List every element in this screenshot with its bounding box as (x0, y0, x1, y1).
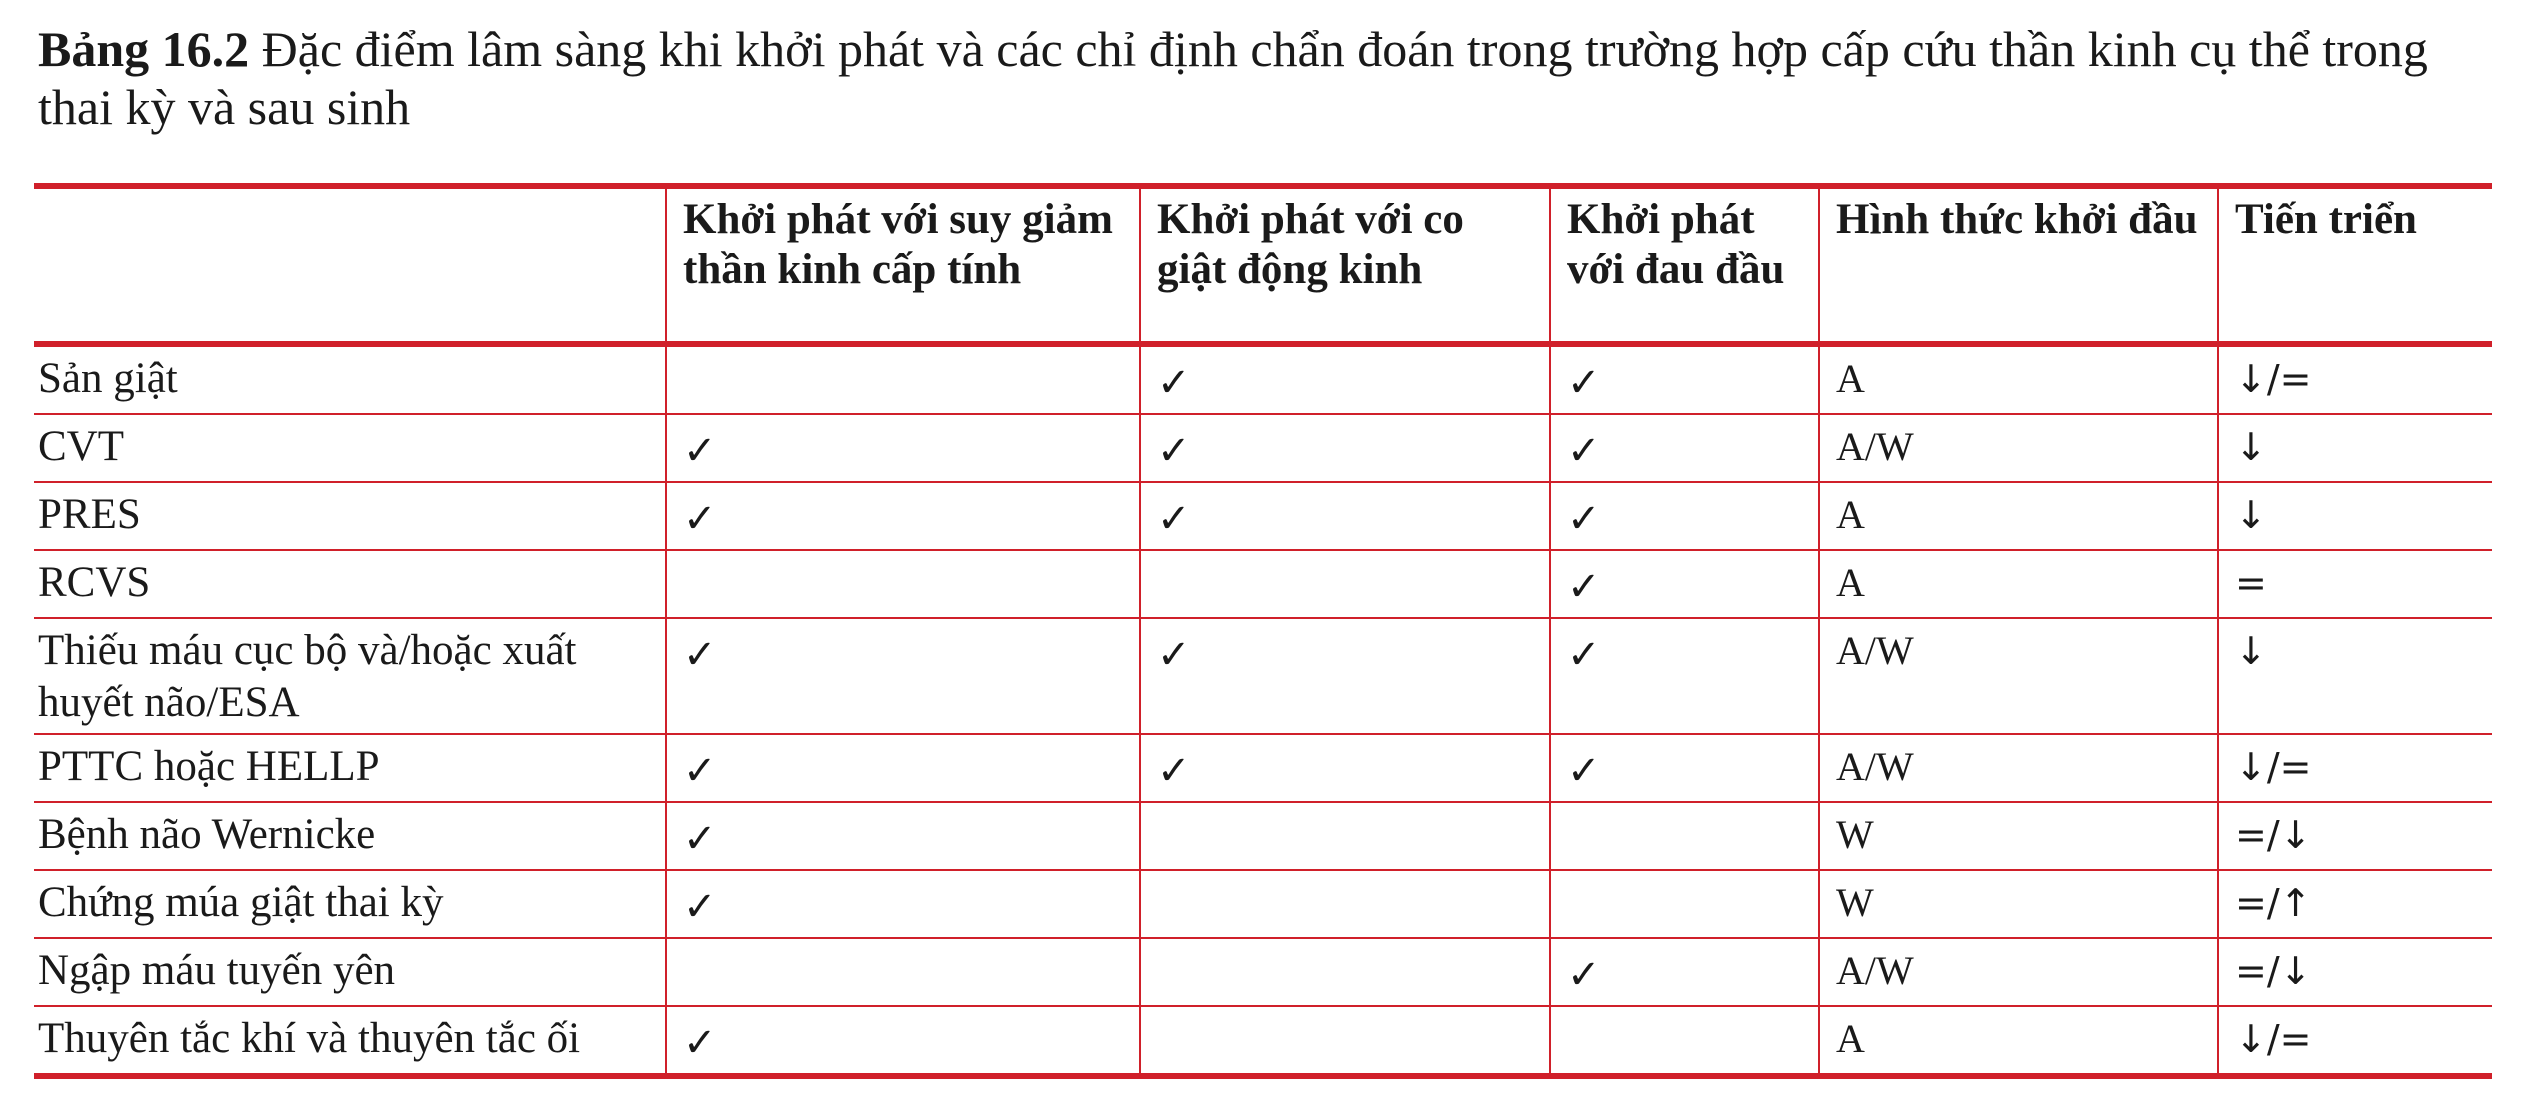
onset-value: W (1836, 880, 1874, 925)
check-acute-neuro-deficit (666, 870, 1140, 938)
condition-name: CVT (38, 423, 124, 470)
check-mark-icon: ✓ (683, 428, 717, 474)
condition-name: Thuyên tắc khí và thuyên tắc ối (38, 1015, 581, 1062)
check-mark-icon: ✓ (683, 748, 717, 794)
table-header (34, 186, 2492, 344)
check-headache-onset (1550, 482, 1819, 550)
condition-name: Sản giật (38, 355, 178, 402)
check-mark-icon: ✓ (683, 632, 717, 678)
row-label (34, 1006, 666, 1076)
clinical-features-table (34, 183, 2492, 1079)
table-number: Bảng 16.2 (38, 21, 250, 77)
check-acute-neuro-deficit (666, 550, 1140, 618)
row-label (34, 734, 666, 802)
check-seizure-onset (1140, 344, 1550, 414)
check-headache-onset (1550, 938, 1819, 1006)
check-mark-icon: ✓ (683, 496, 717, 542)
check-seizure-onset (1140, 938, 1550, 1006)
check-mark-icon: ✓ (1157, 748, 1191, 794)
progression-value: =/↓ (2235, 949, 2312, 993)
check-mark-icon: ✓ (1567, 748, 1601, 794)
row-label (34, 618, 666, 734)
check-acute-neuro-deficit (666, 414, 1140, 482)
progression-value: =/↑ (2235, 881, 2312, 925)
onset-type-cell (1819, 1006, 2218, 1076)
row-label (34, 870, 666, 938)
condition-name: Thiếu máu cục bộ và/hoặc xuất huyết não/ESA (38, 627, 577, 726)
table-row (34, 482, 2492, 550)
table-row (34, 870, 2492, 938)
onset-type-cell (1819, 482, 2218, 550)
check-headache-onset (1550, 734, 1819, 802)
onset-value: W (1836, 812, 1874, 857)
table-row (34, 734, 2492, 802)
progression-value: ↓/= (2235, 357, 2312, 401)
onset-value: A (1836, 560, 1865, 605)
table-row (34, 802, 2492, 870)
onset-value: A/W (1836, 424, 1914, 469)
check-acute-neuro-deficit (666, 482, 1140, 550)
check-acute-neuro-deficit (666, 734, 1140, 802)
check-mark-icon: ✓ (1567, 564, 1601, 610)
check-acute-neuro-deficit (666, 938, 1140, 1006)
check-headache-onset (1550, 870, 1819, 938)
check-mark-icon: ✓ (1157, 360, 1191, 406)
onset-value: A/W (1836, 744, 1914, 789)
check-mark-icon: ✓ (1157, 632, 1191, 678)
progression-cell (2218, 482, 2492, 550)
onset-type-cell (1819, 734, 2218, 802)
check-seizure-onset (1140, 802, 1550, 870)
header-onset-type: Hình thức khởi đầu (1819, 186, 2218, 344)
check-acute-neuro-deficit (666, 1006, 1140, 1076)
progression-cell (2218, 734, 2492, 802)
check-seizure-onset (1140, 1006, 1550, 1076)
header-seizure-onset: Khởi phát với co giật động kinh (1140, 186, 1550, 344)
onset-value: A (1836, 356, 1865, 401)
row-label (34, 802, 666, 870)
progression-cell (2218, 1006, 2492, 1076)
header-row (34, 186, 2492, 344)
condition-name: PTTC hoặc HELLP (38, 743, 380, 790)
check-seizure-onset (1140, 618, 1550, 734)
onset-value: A (1836, 1016, 1865, 1061)
check-mark-icon: ✓ (683, 1020, 717, 1066)
onset-type-cell (1819, 344, 2218, 414)
onset-type-cell (1819, 938, 2218, 1006)
progression-value: ↓/= (2235, 745, 2312, 789)
check-mark-icon: ✓ (1567, 632, 1601, 678)
check-acute-neuro-deficit (666, 802, 1140, 870)
check-mark-icon: ✓ (1567, 952, 1601, 998)
onset-type-cell (1819, 870, 2218, 938)
condition-name: PRES (38, 491, 141, 538)
header-blank-cell (34, 186, 666, 344)
row-label (34, 414, 666, 482)
header-headache-onset: Khởi phát với đau đầu (1550, 186, 1819, 344)
check-seizure-onset (1140, 734, 1550, 802)
condition-name: RCVS (38, 559, 151, 606)
row-label (34, 938, 666, 1006)
table-body (34, 344, 2492, 1076)
check-headache-onset (1550, 1006, 1819, 1076)
header-progression: Tiến triển (2218, 186, 2492, 344)
check-mark-icon: ✓ (1157, 496, 1191, 542)
onset-type-cell (1819, 550, 2218, 618)
check-headache-onset (1550, 550, 1819, 618)
check-seizure-onset (1140, 870, 1550, 938)
condition-name: Ngập máu tuyến yên (38, 947, 396, 994)
caption-text: Đặc điểm lâm sàng khi khởi phát và các chỉ định chẩn đoán trong trường hợp cấp cứu thần kinh cụ thể trong thai kỳ và sau sinh (38, 21, 2428, 135)
check-seizure-onset (1140, 414, 1550, 482)
table-row (34, 414, 2492, 482)
check-mark-icon: ✓ (1567, 496, 1601, 542)
check-seizure-onset (1140, 482, 1550, 550)
table-row (34, 618, 2492, 734)
check-mark-icon: ✓ (1567, 428, 1601, 474)
onset-value: A (1836, 492, 1865, 537)
header-acute-neuro-deficit: Khởi phát với suy giảm thần kinh cấp tính (666, 186, 1140, 344)
onset-value: A/W (1836, 628, 1914, 673)
check-headache-onset (1550, 618, 1819, 734)
progression-value: ↓ (2235, 629, 2267, 673)
onset-type-cell (1819, 802, 2218, 870)
progression-cell (2218, 550, 2492, 618)
table-row (34, 1006, 2492, 1076)
onset-type-cell (1819, 618, 2218, 734)
table-row (34, 344, 2492, 414)
check-headache-onset (1550, 414, 1819, 482)
check-headache-onset (1550, 344, 1819, 414)
condition-name: Chứng múa giật thai kỳ (38, 879, 444, 926)
check-headache-onset (1550, 802, 1819, 870)
check-mark-icon: ✓ (683, 816, 717, 862)
progression-value: ↓/= (2235, 1017, 2312, 1061)
row-label (34, 344, 666, 414)
progression-cell (2218, 414, 2492, 482)
progression-cell (2218, 802, 2492, 870)
progression-value: =/↓ (2235, 813, 2312, 857)
check-acute-neuro-deficit (666, 618, 1140, 734)
progression-cell (2218, 938, 2492, 1006)
check-acute-neuro-deficit (666, 344, 1140, 414)
progression-cell (2218, 344, 2492, 414)
table-row (34, 938, 2492, 1006)
onset-type-cell (1819, 414, 2218, 482)
condition-name: Bệnh não Wernicke (38, 811, 376, 858)
row-label (34, 482, 666, 550)
progression-value: = (2235, 561, 2267, 605)
table-row (34, 550, 2492, 618)
check-mark-icon: ✓ (1567, 360, 1601, 406)
progression-value: ↓ (2235, 425, 2267, 469)
progression-cell (2218, 870, 2492, 938)
check-mark-icon: ✓ (683, 884, 717, 930)
check-mark-icon: ✓ (1157, 428, 1191, 474)
onset-value: A/W (1836, 948, 1914, 993)
check-seizure-onset (1140, 550, 1550, 618)
row-label (34, 550, 666, 618)
progression-cell (2218, 618, 2492, 734)
progression-value: ↓ (2235, 493, 2267, 537)
table-caption (38, 20, 2498, 136)
